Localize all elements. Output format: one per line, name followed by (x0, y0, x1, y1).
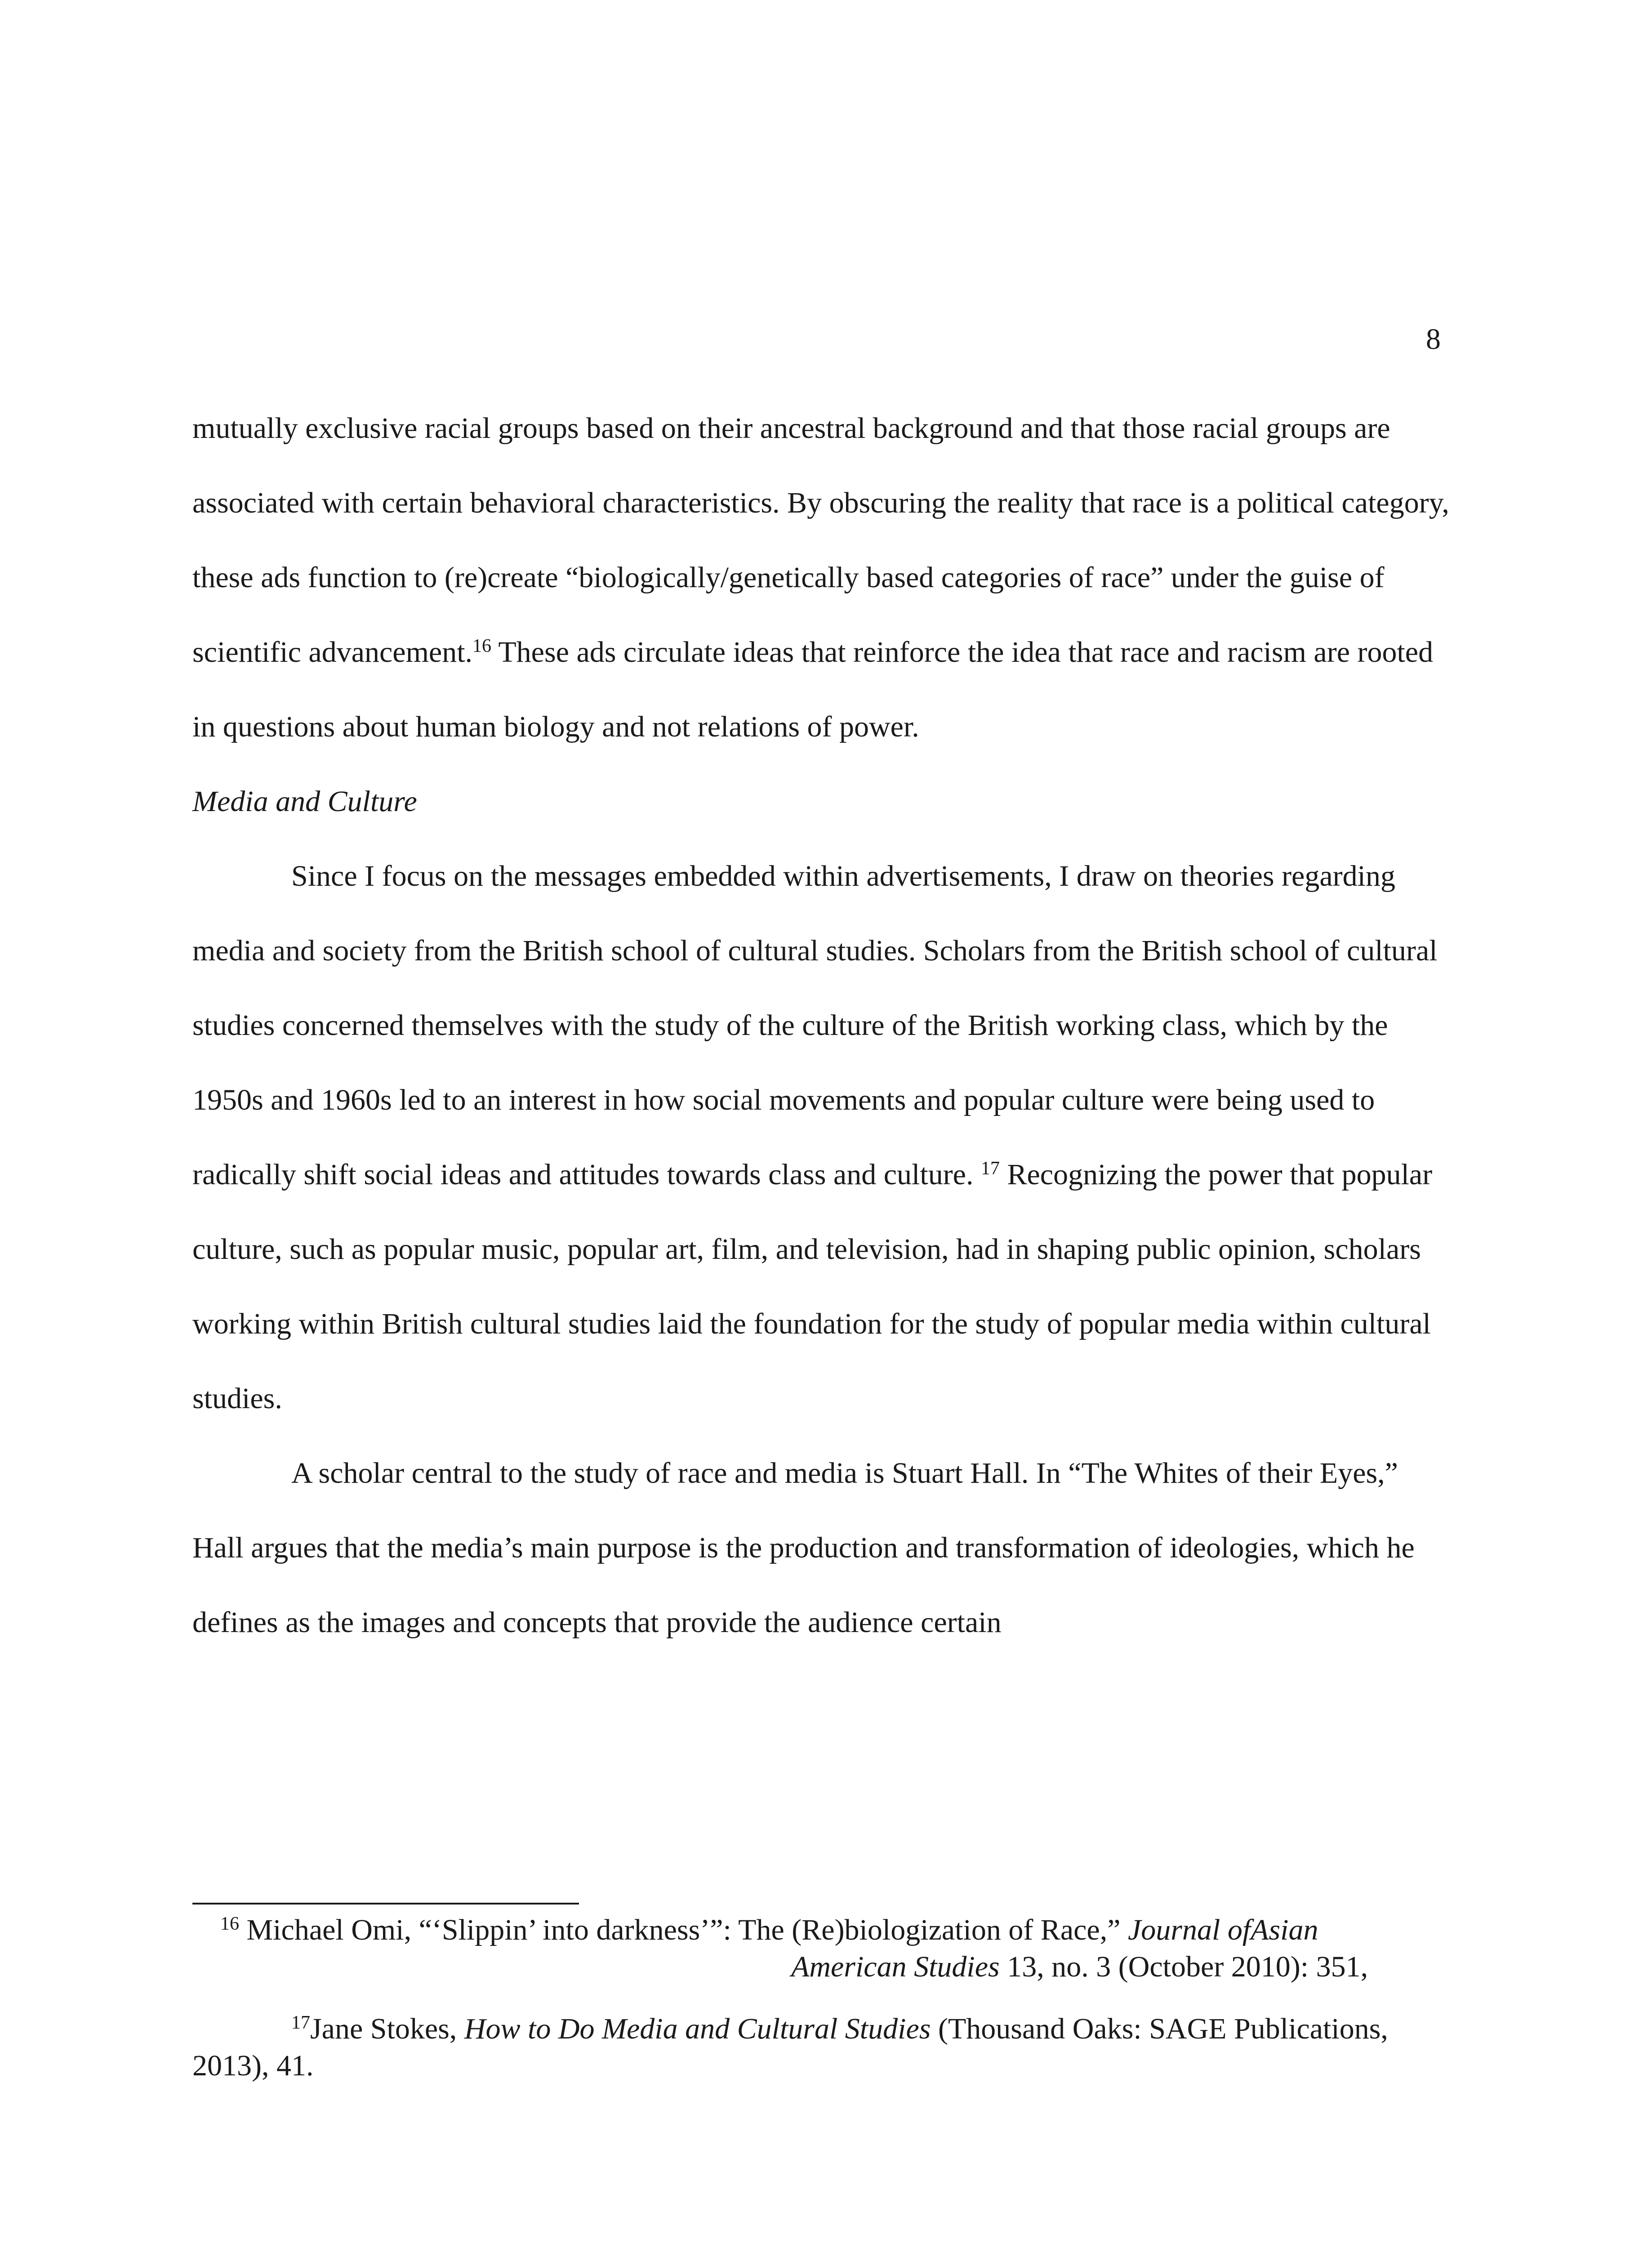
footnote-16-continuation (220, 1949, 1451, 1985)
footnote-16-text-b: 13, no. 3 (October 2010): 351, (999, 1950, 1368, 1983)
footnote-17-text-b: (Thousand Oaks: SAGE Publications, 2013), 41. (192, 2012, 1388, 2082)
footnote-ref-17: 17 (980, 1158, 1000, 1179)
footnote-16 (192, 1912, 1451, 1985)
paragraph-2-text-a: Since I focus on the messages embedded within advertisements, I draw on theories regarding media and society from the British school of cultural studies. Scholars from the British school of cultural studies concerned themselves with the study of the culture of the British working class, which by the 1950s and 1960s led to an interest in how social movements and popular culture were being used to radically shift social ideas and attitudes towards class and culture. (192, 860, 1438, 1191)
paragraph-1-text-a: mutually exclusive racial groups based on their ancestral background and that those racial groups are associated with certain behavioral characteristics. By obscuring the reality that race is a political category, these ads function to (re)create “biologically/genetically based categories of race” under the guise of scientific advancement. (192, 412, 1449, 669)
paragraph-3: A scholar central to the study of race and media is Stuart Hall. In “The Whites of their Eyes,” Hall argues that the media’s main purpose is the production and transformation of ideologies, which he defines as the images and concepts that provide the audience certain (192, 1457, 1415, 1639)
footnote-16-journal-b: Asian (1251, 1913, 1318, 1946)
footnote-16-journal-c: American Studies (791, 1950, 1000, 1983)
section-heading: Media and Culture (192, 785, 417, 818)
paragraph-2-text-b: Recognizing the power that popular culture, such as popular music, popular art, film, and television, had in shaping public opinion, scholars working within British cultural studies laid the foundation for the study of popular media within cultural studies. (192, 1158, 1433, 1415)
paragraph-1-text-b: These ads circulate ideas that reinforce the idea that race and racism are rooted in questions about human biology and not relations of power. (192, 636, 1434, 743)
paragraph-2 (192, 839, 1451, 1436)
body-text (192, 391, 1451, 1660)
footnote-17-mark: 17 (291, 2012, 310, 2033)
footnote-17-title: How to Do Media and Cultural Studies (464, 2012, 931, 2045)
footnote-16-text-a: Michael Omi, “‘Slippin’ into darkness’”: The (Re)biologization of Race,” (239, 1913, 1128, 1946)
footnote-ref-16: 16 (472, 636, 492, 656)
page-number: 8 (1426, 323, 1441, 356)
footnote-separator (192, 1903, 579, 1905)
footnotes (192, 1912, 1451, 2084)
footnote-17-text-a: Jane Stokes, (310, 2012, 464, 2045)
paragraph-1 (192, 391, 1451, 764)
footnote-17 (192, 2011, 1451, 2084)
footnote-16-journal-a: Journal of (1128, 1913, 1251, 1946)
footnote-16-mark: 16 (220, 1913, 239, 1934)
